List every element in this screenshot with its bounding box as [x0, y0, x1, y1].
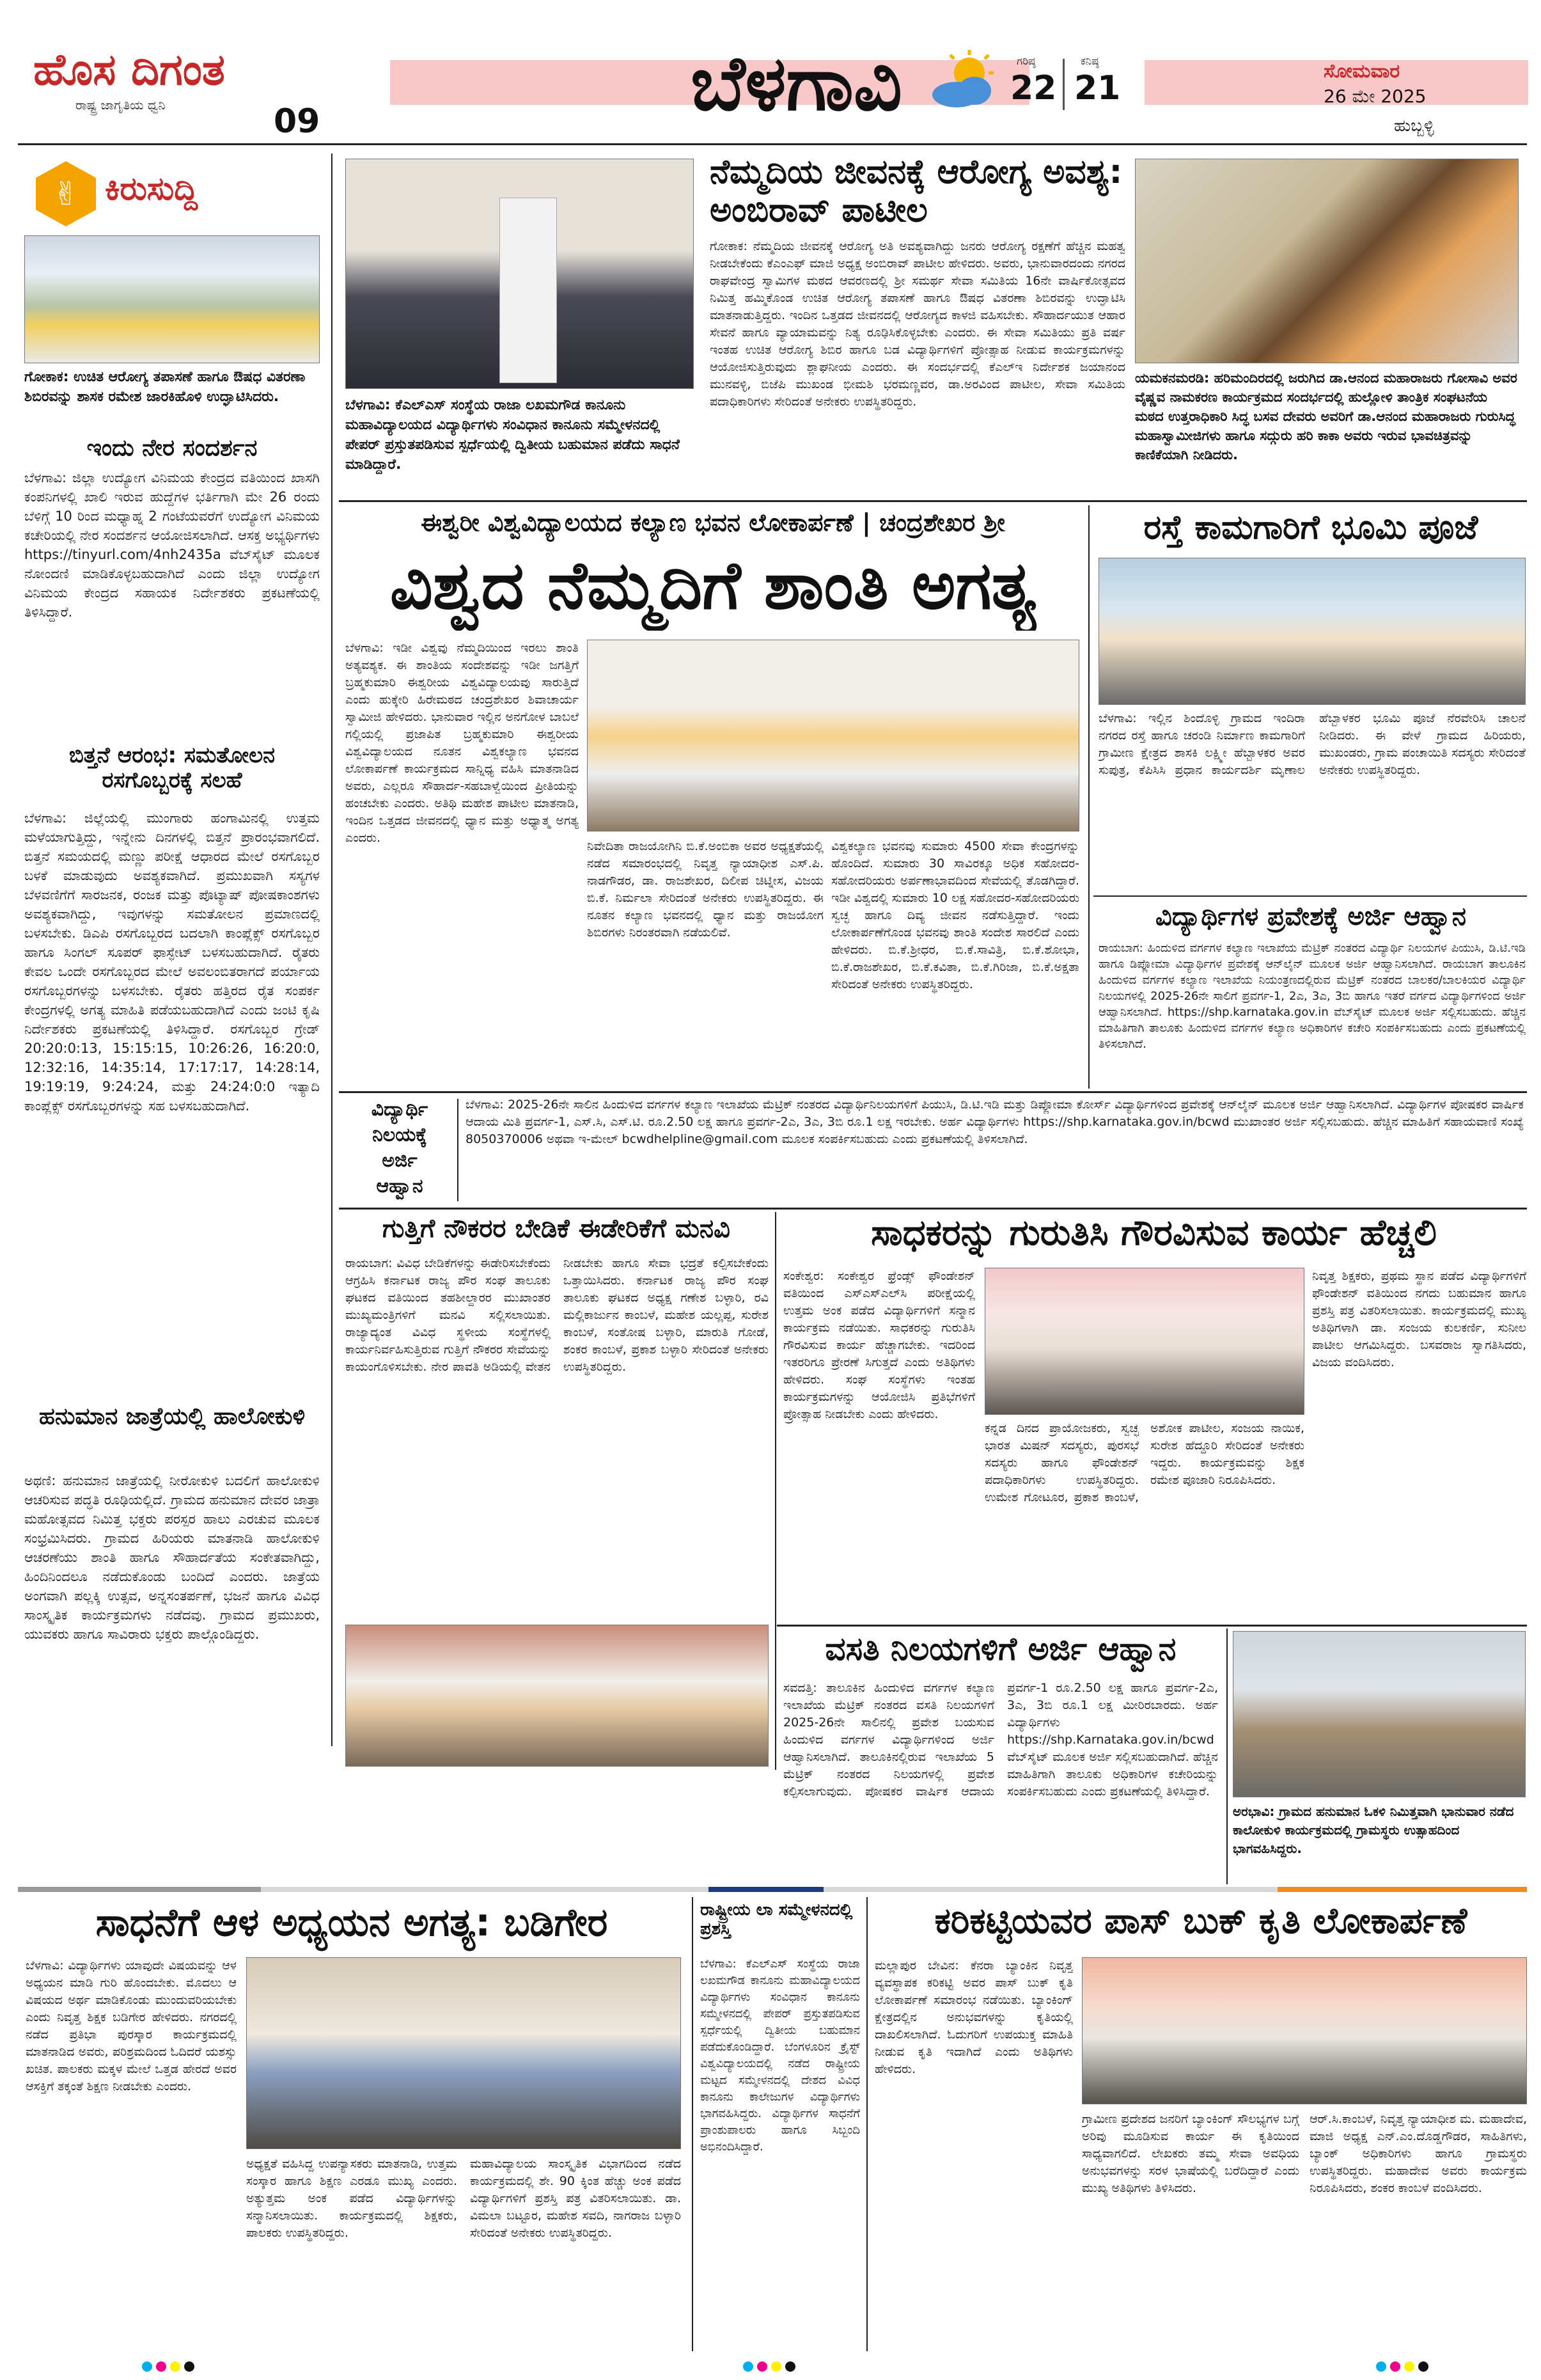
story8-headline: ಗುತ್ತಿಗೆ ನೌಕರರ ಬೇಡಿಕೆ ಈಡೇರಿಕೆಗೆ ಮನವಿ [382, 1214, 730, 1243]
story9-body: ಕನ್ನಡ ದಿನದ ಪ್ರಾಯೋಜಕರು, ಸ್ವಚ್ಛ ಭಾರತ ಮಿಷನ್ ಸದಸ್ಯರು, ಪುರಸಭೆ ಸದಸ್ಯರು ಹಾಗೂ ಫೌಂಡೇಶನ್ ಪದಾಧಿಕಾರಿಗಳು ಉಪಸ್ಥಿತರಿದ್ದರು. ಉಮೇಶ ಗೋಟೂರ, ಪ್ರಕಾಶ ಕಾಂಬಳೆ, ಅಶೋಕ ಪಾಟೀಲ, ಸಂಜಯ ನಾಯಿಕ, ಸುರೇಶ ಹೆದ್ದೂರಿ ಸೇರಿದಂತೆ ಅನೇಕರು ಇದ್ದರು. ಕಾರ್ಯಕ್ರಮವನ್ನು ಶಿಕ್ಷಕ ರಮೇಶ ಪೂಜಾರಿ ನಿರೂಪಿಸಿದರು. [985, 1421, 1304, 1504]
story8-body: ರಾಯಬಾಗ: ವಿವಿಧ ಬೇಡಿಕೆಗಳನ್ನು ಈಡೇರಿಸಬೇಕೆಂದು ಆಗ್ರಹಿಸಿ ಕರ್ನಾಟಕ ರಾಜ್ಯ ಪೌರ ಸಂಘ ತಾಲೂಕು ಘಟಕದ ವತಿಯಿಂದ ತಹಶೀಲ್ದಾರರ ಮುಖಾಂತರ ಮುಖ್ಯಮಂತ್ರಿಗಳಿಗೆ ಮನವಿ ಸಲ್ಲಿಸಲಾಯಿತು. ರಾಜ್ಯಾದ್ಯಂತ ವಿವಿಧ ಸ್ಥಳೀಯ ಸಂಸ್ಥೆಗಳಲ್ಲಿ ಕಾರ್ಯನಿರ್ವಹಿಸುತ್ತಿರುವ ಗುತ್ತಿಗೆ ನೌಕರರ ಸೇವೆಯನ್ನು ಕಾಯಂಗೊಳಿಸಬೇಕು. ನೇರ ಪಾವತಿ ಅಡಿಯಲ್ಲಿ ವೇತನ ನೀಡಬೇಕು ಹಾಗೂ ಸೇವಾ ಭದ್ರತೆ ಕಲ್ಪಿಸಬೇಕೆಂದು ಒತ್ತಾಯಿಸಿದರು. ಕರ್ನಾಟಕ ರಾಜ್ಯ ಪೌರ ಸಂಘ ತಾಲೂಕು ಘಟಕದ ಅಧ್ಯಕ್ಷ ಗಣೇಶ ಬಳ್ಳಾರಿ, ರವಿ ಮಲ್ಲಿಕಾರ್ಜುನ ಕಾಂಬಳೆ, ಮಹೇಶ ಯಲ್ಲಪ್ಪ, ಸುರೇಶ ಕಾಂಬಳೆ, ಸಂತೋಷ ಬಳ್ಳಾರಿ, ಮಾರುತಿ ಗೋಡೆ, ಶಂಕರ ಕಾಂಬಳೆ, ಪ್ರಕಾಶ ಬಳ್ಳಾರಿ ಸೇರಿದಂತೆ ಅನೇಕರು ಉಪಸ್ಥಿತರಿದ್ದರು. [345, 1256, 769, 1374]
color-bar-accent [708, 1887, 824, 1892]
story9-body: ಸಂಕೇಶ್ವರ: ಸಂಕೇಶ್ವರ ಫ್ರೆಂಡ್ಸ್ ಫೌಂಡೇಶನ್ ವತಿಯಿಂದ ಎಸ್ಎಸ್ಎಲ್‌ಸಿ ಪರೀಕ್ಷೆಯಲ್ಲಿ ಉತ್ತಮ ಅಂಕ ಪಡೆದ ವಿದ್ಯಾರ್ಥಿಗಳಿಗೆ ಸನ್ಮಾನ ಕಾರ್ಯಕ್ರಮ ನಡೆಯಿತು. ಸಾಧಕರನ್ನು ಗುರುತಿಸಿ ಗೌರವಿಸುವ ಕಾರ್ಯ ಹೆಚ್ಚಾಗಬೇಕು. ಇದರಿಂದ ಇತರರಿಗೂ ಪ್ರೇರಣೆ ಸಿಗುತ್ತದೆ ಎಂದು ಅತಿಥಿಗಳು ಹೇಳಿದರು. ಸಂಘ ಸಂಸ್ಥೆಗಳು ಇಂತಹ ಕಾರ್ಯಕ್ರಮಗಳನ್ನು ಆಯೋಜಿಸಿ ಪ್ರತಿಭೆಗಳಿಗೆ ಪ್ರೋತ್ಸಾಹ ನೀಡಬೇಕು ಎಂದು ಹೇಳಿದರು. [783, 1269, 975, 1421]
brand-name: ಹೊಸ ದಿಗಂತ [33, 45, 225, 95]
brand-tagline: ರಾಷ್ಟ್ರ ಜಾಗೃತಿಯ ಧ್ವನಿ [75, 97, 166, 113]
story14-headline: ಕರಿಕಟ್ಟಿಯವರ ಪಾಸ್ ಬುಕ್ ಕೃತಿ ಲೋಕಾರ್ಪಣೆ [934, 1901, 1467, 1942]
brief-photo-caption: ಗೋಕಾಕ: ಉಚಿತ ಆರೋಗ್ಯ ತಪಾಸಣೆ ಹಾಗೂ ಔಷಧ ವಿತರಣಾ ಶಿಬಿರವನ್ನು ಶಾಸಕ ರಮೇಶ ಜಾರಕಿಹೊಳಿ ಉದ್ಘಾಟಿಸಿದರು. [24, 369, 306, 405]
brief-item-body: ಬೆಳಗಾವಿ: ಜಿಲ್ಲಾ ಉದ್ಯೋಗ ವಿನಿಮಯ ಕೇಂದ್ರದ ವತಿಯಿಂದ ಖಾಸಗಿ ಕಂಪನಿಗಳಲ್ಲಿ ಖಾಲಿ ಇರುವ ಹುದ್ದೆಗಳ ಭರ್ತಿಗಾಗಿ ಮೇ 26 ರಂದು ಬೆಳಿಗ್ಗೆ 10 ರಿಂದ ಮಧ್ಯಾಹ್ನ 2 ಗಂಟೆಯವರೆಗೆ ಉದ್ಯೋಗ ವಿನಿಮಯ ಕಚೇರಿಯಲ್ಲಿ ನೇರ ಸಂದರ್ಶನ ಆಯೋಜಿಸಲಾಗಿದೆ. ಆಸಕ್ತ ಅಭ್ಯರ್ಥಿಗಳು https://tinyurl.com/4nh2435a ವೆಬ್‌ಸೈಟ್ ಮೂಲಕ ನೋಂದಣಿ ಮಾಡಿಕೊಳ್ಳಬಹುದಾಗಿದೆ ಎಂದು ಜಿಲ್ಲಾ ಉದ್ಯೋಗ ವಿನಿಮಯ ಕೇಂದ್ರದ ಸಹಾಯಕ ನಿರ್ದೇಶಕರು ಪ್ರಕಟಣೆಯಲ್ಲಿ ತಿಳಿಸಿದ್ದಾರೆ. [24, 470, 320, 620]
temp-min-label: ಕನಿಷ್ಠ [1081, 55, 1099, 68]
hand-icon [31, 159, 101, 229]
section-rule [339, 500, 1527, 502]
brief-badge [31, 159, 312, 229]
column-divider [331, 154, 332, 1746]
print-registration-marks [1375, 2360, 1432, 2373]
story14-body: ಗ್ರಾಮೀಣ ಪ್ರದೇಶದ ಜನರಿಗೆ ಬ್ಯಾಂಕಿಂಗ್ ಸೌಲಭ್ಯಗಳ ಬಗ್ಗೆ ಅರಿವು ಮೂಡಿಸುವ ಕಾರ್ಯ ಈ ಕೃತಿಯಿಂದ ಸಾಧ್ಯವಾಗಲಿದೆ. ಲೇಖಕರು ತಮ್ಮ ಸೇವಾ ಅವಧಿಯ ಅನುಭವಗಳನ್ನು ಸರಳ ಭಾಷೆಯಲ್ಲಿ ಬರೆದಿದ್ದಾರೆ ಎಂದು ಮುಖ್ಯ ಅತಿಥಿಗಳು ತಿಳಿಸಿದರು. [1082, 2112, 1299, 2195]
section-rule [1093, 895, 1527, 897]
column-divider [457, 1099, 458, 1201]
temp-divider [1063, 59, 1065, 110]
section-rule [339, 1208, 1527, 1210]
story4-kicker: ಈಶ್ವರೀ ವಿಶ್ವವಿದ್ಯಾಲಯದ ಕಲ್ಯಾಣ ಭವನ ಲೋಕಾರ್ಪಣೆ | ಚಂದ್ರಶೇಖರ ಶ್ರೀ [421, 509, 1005, 537]
story12-body: ಬೆಳಗಾವಿ: ವಿದ್ಯಾರ್ಥಿಗಳು ಯಾವುದೇ ವಿಷಯವನ್ನು ಆಳ ಅಧ್ಯಯನ ಮಾಡಿ ಗುರಿ ಹೊಂದಬೇಕು. ಮೊದಲು ಆ ವಿಷಯದ ಅರ್ಥ ಮಾಡಿಕೊಂಡು ಮುಂದುವರಿಯಬೇಕು ಎಂದು ನಿವೃತ್ತ ಶಿಕ್ಷಕ ಬಡಿಗೇರ ಹೇಳಿದರು. ನಗರದಲ್ಲಿ ನಡೆದ ಪ್ರತಿಭಾ ಪುರಸ್ಕಾರ ಕಾರ್ಯಕ್ರಮದಲ್ಲಿ ಮಾತನಾಡಿದ ಅವರು, ಪರಿಶ್ರಮದಿಂದ ಓದಿದರೆ ಯಶಸ್ಸು ಖಚಿತ. ಪಾಲಕರು ಮಕ್ಕಳ ಮೇಲೆ ಒತ್ತಡ ಹೇರದೆ ಅವರ ಆಸಕ್ತಿಗೆ ತಕ್ಕಂತೆ ಶಿಕ್ಷಣ ನೀಡಬೇಕು ಎಂದರು. [26, 1958, 237, 2093]
story7-label-line: ಆಹ್ವಾನ [376, 1175, 423, 1197]
column-divider [775, 1212, 776, 1770]
story7-label-box [348, 1099, 451, 1201]
story7-label-line: ನಿಲಯಕ್ಕೆ [372, 1124, 427, 1146]
story12-body: ಅಧ್ಯಕ್ಷತೆ ವಹಿಸಿದ್ದ ಉಪನ್ಯಾಸಕರು ಮಾತನಾಡಿ, ಉತ್ತಮ ಸಂಸ್ಕಾರ ಹಾಗೂ ಶಿಕ್ಷಣ ಎರಡೂ ಮುಖ್ಯ ಎಂದರು. ಅತ್ಯುತ್ತಮ ಅಂಕ ಪಡೆದ ವಿದ್ಯಾರ್ಥಿಗಳನ್ನು ಸನ್ಮಾನಿಸಲಾಯಿತು. ಕಾರ್ಯಕ್ರಮದಲ್ಲಿ ಶಿಕ್ಷಕರು, ಪಾಲಕರು ಉಪಸ್ಥಿತರಿದ್ದರು. [246, 2157, 457, 2240]
story12-headline: ಸಾಧನೆಗೆ ಆಳ ಅಧ್ಯಯನ ಅಗತ್ಯ: ಬಡಿಗೇರ [95, 1901, 608, 1945]
story2-body: ಗೋಕಾಕ: ನೆಮ್ಮದಿಯ ಜೀವನಕ್ಕೆ ಆರೋಗ್ಯ ಅತಿ ಅವಶ್ಯವಾಗಿದ್ದು ಜನರು ಆರೋಗ್ಯ ರಕ್ಷಣೆಗೆ ಹೆಚ್ಚಿನ ಮಹತ್ವ ನೀಡಬೇಕೆಂದು ಕೆಎಂಎಫ್ ಮಾಜಿ ಅಧ್ಯಕ್ಷ ಅಂಬಿರಾವ್ ಪಾಟೀಲ ಹೇಳಿದರು. ಅವರು, ಭಾನುವಾರದಂದು ನಗರದ ರಾಘವೇಂದ್ರ ಸ್ವಾಮಿಗಳ ಮಠದ ಆವರಣದಲ್ಲಿ ಶ್ರೀ ಸಮರ್ಥ ಸೇವಾ ಸಮಿತಿಯ 16ನೇ ವಾರ್ಷಿಕೋತ್ಸವದ ನಿಮಿತ್ತ ಹಮ್ಮಿಕೊಂಡ ಉಚಿತ ಆರೋಗ್ಯ ತಪಾಸಣೆ ಹಾಗೂ ಔಷಧ ವಿತರಣಾ ಶಿಬಿರವನ್ನು ಉದ್ಘಾಟಿಸಿ ಮಾತನಾಡುತ್ತಿದ್ದರು. ಇಂದಿನ ಒತ್ತಡದ ಜೀವನದಲ್ಲಿ ಆರೋಗ್ಯದ ಕಾಳಜಿ ವಹಿಸಬೇಕು. ಸೌಹಾರ್ದಯುತ ಆಹಾರ ಸೇವನೆ ಹಾಗೂ ವ್ಯಾಯಾಮವನ್ನು ನಿತ್ಯ ರೂಢಿಸಿಕೊಳ್ಳಬೇಕು ಎಂದರು. ಈ ಸೇವಾ ಸಮಿತಿಯು ಪ್ರತಿ ವರ್ಷ ಇಂತಹ ಉಚಿತ ಆರೋಗ್ಯ ಶಿಬಿರ ಹಾಗೂ ಬಡ ವಿದ್ಯಾರ್ಥಿಗಳಿಗೆ ಪ್ರೋತ್ಸಾಹ ನೀಡುವ ಕಾರ್ಯಕ್ರಮಗಳನ್ನು ಆಯೋಜಿಸುತ್ತಿರುವುದು ಶ್ಲಾಘನೀಯ ಎಂದರು. ಈ ಸಂದರ್ಭದಲ್ಲಿ ಕೆಎಲ್ಇ ನಿರ್ದೇಶಕ ಜಯಾನಂದ ಮುನವಳ್ಳಿ, ಬಿಜೆಪಿ ಮುಖಂಡ ಭೀಮಶಿ ಭರಮಣ್ಣವರ, ಡಾ.ಅರವಿಂದ ಪಾಟೀಲ, ಸೇವಾ ಸಮಿತಿಯ ಪದಾಧಿಕಾರಿಗಳು ಸೇರಿದಂತೆ ಅನೇಕರು ಉಪಸ್ಥಿತರಿದ್ದರು. [710, 239, 1125, 409]
date-label: 26 ಮೇ 2025 [1324, 86, 1427, 107]
print-registration-marks [742, 2360, 799, 2373]
masthead [0, 0, 1541, 150]
story6-body: ರಾಯಬಾಗ: ಹಿಂದುಳಿದ ವರ್ಗಗಳ ಕಲ್ಯಾಣ ಇಲಾಖೆಯ ಮೆಟ್ರಿಕ್ ನಂತರದ ವಿದ್ಯಾರ್ಥಿ ನಿಲಯಗಳ ಪಿಯುಸಿ, ಡಿ.ಟಿ.ಇಡಿ ಹಾಗೂ ಡಿಪ್ಲೋಮಾ ವಿದ್ಯಾರ್ಥಿಗಳ ಪ್ರವೇಶಕ್ಕೆ ಆನ್‌ಲೈನ್ ಮೂಲಕ ಅರ್ಜಿ ಆಹ್ವಾನಿಸಲಾಗಿದೆ. ರಾಯಬಾಗ ತಾಲೂಕಿನ ಹಿಂದುಳಿದ ವರ್ಗಗಳ ಕಲ್ಯಾಣ ಇಲಾಖೆಯ ನಿಯಂತ್ರಣದಲ್ಲಿರುವ ಮೆಟ್ರಿಕ್ ನಂತರದ ಬಾಲಕರ/ಬಾಲಕಿಯರ ವಿದ್ಯಾರ್ಥಿ ನಿಲಯಗಳಲ್ಲಿ 2025-26ನೇ ಸಾಲಿಗೆ ಪ್ರವರ್ಗ-1, 2ಎ, 3ಎ, 3ಬಿ ಹಾಗೂ ಇತರೆ ವರ್ಗದ ವಿದ್ಯಾರ್ಥಿಗಳಿಂದ ಅರ್ಜಿ ಆಹ್ವಾನಿಸಲಾಗಿದೆ. https://shp.karnataka.gov.in ವೆಬ್‌ಸೈಟ್ ಮೂಲಕ ಅರ್ಜಿ ಸಲ್ಲಿಸಬಹುದು. ಹೆಚ್ಚಿನ ಮಾಹಿತಿಗಾಗಿ ತಾಲೂಕು ಹಿಂದುಳಿದ ವರ್ಗಗಳ ಕಲ್ಯಾಣ ಅಧಿಕಾರಿಗಳ ಕಚೇರಿ ಸಂಪರ್ಕಿಸಬಹುದು ಎಂದು ಪ್ರಕಟಣೆಯಲ್ಲಿ ತಿಳಿಸಲಾಗಿದೆ. [1099, 942, 1526, 1051]
column-divider [1088, 505, 1090, 1089]
brief-column [18, 152, 326, 1751]
brief-item-headline: ಬಿತ್ತನೆ ಆರಂಭ: ಸಮತೋಲನ ರಸಗೊಬ್ಬರಕ್ಕೆ ಸಲಹೆ [68, 743, 276, 794]
brief-label: ಕಿರುಸುದ್ದಿ [105, 170, 198, 207]
story11-caption: ಅರಭಾವಿ: ಗ್ರಾಮದ ಹನುಮಾನ ಓಕಳಿ ನಿಮಿತ್ತವಾಗಿ ಭಾನುವಾರ ನಡೆದ ಕಾಲೋಕುಳಿ ಕಾರ್ಯಕ್ರಮದಲ್ಲಿ ಗ್ರಾಮಸ್ಥರು ಉತ್ಸಾಹದಿಂದ ಭಾಗವಹಿಸಿದ್ದರು. [1233, 1804, 1514, 1856]
story-photo [1082, 1957, 1527, 2104]
story4-headline: ವಿಶ್ವದ ನೆಮ್ಮದಿಗೆ ಶಾಂತಿ ಅಗತ್ಯ [389, 548, 1036, 624]
page-number: 09 [274, 102, 320, 138]
story-photo [1233, 1631, 1526, 1797]
column-divider [1226, 1628, 1228, 1884]
story7-body: ಬೆಳಗಾವಿ: 2025-26ನೇ ಸಾಲಿನ ಹಿಂದುಳಿದ ವರ್ಗಗಳ ಕಲ್ಯಾಣ ಇಲಾಖೆಯ ಮೆಟ್ರಿಕ್ ನಂತರದ ವಿದ್ಯಾರ್ಥಿನಿಲಯಗಳಿಗೆ ಪಿಯುಸಿ, ಡಿ.ಟಿ.ಇಡಿ ಮತ್ತು ಡಿಪ್ಲೋಮಾ ಕೋರ್ಸ್ ವಿದ್ಯಾರ್ಥಿಗಳಿಂದ ಪ್ರವೇಶಕ್ಕೆ ಆನ್‌ಲೈನ್ ಮೂಲಕ ಅರ್ಜಿ ಆಹ್ವಾನಿಸಲಾಗಿದೆ. ವಿದ್ಯಾರ್ಥಿಗಳ ಪೋಷಕರ ವಾರ್ಷಿಕ ಆದಾಯ ಮಿತಿ ಪ್ರವರ್ಗ-1, ಎಸ್.ಸಿ, ಎಸ್.ಟಿ. ರೂ.2.50 ಲಕ್ಷ ಹಾಗೂ ಪ್ರವರ್ಗ-2ಎ, 3ಎ, 3ಬಿ ರೂ.1 ಲಕ್ಷ ಇರಬೇಕು. ಅರ್ಹ ವಿದ್ಯಾರ್ಥಿಗಳು https://shp.karnataka.gov.in/bcwd ಮುಖಾಂತರ ಅರ್ಜಿ ಸಲ್ಲಿಸಬಹುದು. ಹೆಚ್ಚಿನ ಮಾಹಿತಿಗೆ ಸಹಾಯವಾಣಿ ಸಂಖ್ಯೆ 8050370006 ಅಥವಾ ಇ-ಮೇಲ್ bcwdhelpline@gmail.com ಮೂಲಕ ಸಂಪರ್ಕಿಸಬಹುದು ಎಂದು ಪ್ರಕಟಣೆಯಲ್ಲಿ ತಿಳಿಸಲಾಗಿದೆ. [465, 1098, 1524, 1146]
story4-body: ನಿವೇದಿತಾ ರಾಜಯೋಗಿನಿ ಬಿ.ಕೆ.ಅಂಬಿಕಾ ಅವರ ಅಧ್ಯಕ್ಷತೆಯಲ್ಲಿ ನಡೆದ ಸಮಾರಂಭದಲ್ಲಿ ನಿವೃತ್ತ ನ್ಯಾಯಾಧೀಶ ಎಸ್.ಪಿ. ನಾಡಗೌಡರ, ಡಾ. ರಾಜಶೇಖರ, ದಿಲೀಪ ಚಿಟ್ನೀಸ, ವಿಜಯ ಬಿ.ಕೆ. ನಿರ್ಮಲಾ ಸೇರಿದಂತೆ ಅನೇಕರು ಉಪಸ್ಥಿತರಿದ್ದರು. ಈ ನೂತನ ಕಲ್ಯಾಣ ಭವನದಲ್ಲಿ ಧ್ಯಾನ ಮತ್ತು ರಾಜಯೋಗ ಶಿಬಿರಗಳು ನಿರಂತರವಾಗಿ ನಡೆಯಲಿವೆ. [587, 839, 824, 940]
masthead-rule [18, 143, 1527, 145]
story10-headline: ವಸತಿ ನಿಲಯಗಳಿಗೆ ಅರ್ಜಿ ಆಹ್ವಾನ [825, 1631, 1177, 1667]
story9-headline: ಸಾಧಕರನ್ನು ಗುರುತಿಸಿ ಗೌರವಿಸುವ ಕಾರ್ಯ ಹೆಚ್ಚಲಿ [871, 1213, 1437, 1254]
story1-caption: ಬೆಳಗಾವಿ: ಕೆಎಲ್‌ಎಸ್ ಸಂಸ್ಥೆಯ ರಾಜಾ ಲಖಮಗೌಡ ಕಾನೂನು ಮಹಾವಿದ್ಯಾಲಯದ ವಿದ್ಯಾರ್ಥಿಗಳು ಸಂವಿಧಾನ ಕಾನೂನು ಸಮ್ಮೇಳನದಲ್ಲಿ ಪೇಪರ್ ಪ್ರಸ್ತುತಪಡಿಸುವ ಸ್ಪರ್ಧೆಯಲ್ಲಿ ದ್ವಿತೀಯ ಬಹುಮಾನ ಪಡೆದು ಸಾಧನೆ ಮಾಡಿದ್ದಾರೆ. [345, 397, 680, 473]
story-photo [1135, 159, 1519, 363]
temp-max: 22 [1010, 69, 1057, 107]
section-rule [339, 1091, 1527, 1093]
story3-caption: ಯಮಕನಮರಡಿ: ಹರಿಮಂದಿರದಲ್ಲಿ ಜರುಗಿದ ಡಾ.ಆನಂದ ಮಹಾರಾಜರು ಗೋಸಾವಿ ಅವರ ವೈಷ್ಣವ ನಾಮಕರಣ ಕಾರ್ಯಕ್ರಮದ ಸಂದರ್ಭದಲ್ಲಿ ಹುಲ್ಲೋಳಿ ತಾಂತ್ರಿಕ ಸಂಘಟನೆಯ ಮಠದ ಉತ್ತರಾಧಿಕಾರಿ ಸಿದ್ಧ ಬಸವ ದೇವರು ಅವರಿಗೆ ಡಾ.ಆನಂದ ಮಹಾರಾಜರು ಗುರುಸಿದ್ಧ ಮಹಾಸ್ವಾಮೀಜಿಗಳು ಹಾಗೂ ಸದ್ಗುರು ಹರಿ ಕಾಕಾ ಅವರು ಇರುವ ಭಾವಚಿತ್ರವನ್ನು ಕಾಣಿಕೆಯಾಗಿ ನೀಡಿದರು. [1135, 370, 1517, 462]
story-photo [246, 1957, 681, 2149]
city-label: ಹುಬ್ಬಳ್ಳಿ [1394, 116, 1434, 136]
story9-body: ನಿವೃತ್ತ ಶಿಕ್ಷಕರು, ಪ್ರಥಮ ಸ್ಥಾನ ಪಡೆದ ವಿದ್ಯಾರ್ಥಿಗಳಿಗೆ ಫೌಂಡೇಶನ್ ವತಿಯಿಂದ ನಗದು ಬಹುಮಾನ ಹಾಗೂ ಪ್ರಶಸ್ತಿ ಪತ್ರ ವಿತರಿಸಲಾಯಿತು. ಕಾರ್ಯಕ್ರಮದಲ್ಲಿ ಮುಖ್ಯ ಅತಿಥಿಗಳಾಗಿ ಡಾ. ಸಂಜಯ ಕುಲಕರ್ಣಿ, ಸುನೀಲ ಪಾಟೀಲ ಆಗಮಿಸಿದ್ದರು. ಬಸವರಾಜ ಸ್ವಾಗತಿಸಿದರು, ವಿಜಯ ವಂದಿಸಿದರು. [1312, 1269, 1526, 1369]
story7-label-line: ಅರ್ಜಿ [382, 1149, 418, 1172]
brief-item-body: ಬೆಳಗಾವಿ: ಜಿಲ್ಲೆಯಲ್ಲಿ ಮುಂಗಾರು ಹಂಗಾಮಿನಲ್ಲಿ ಉತ್ತಮ ಮಳೆಯಾಗುತ್ತಿದ್ದು, ಇನ್ನೇನು ದಿನಗಳಲ್ಲಿ ಬಿತ್ತನೆ ಪ್ರಾರಂಭವಾಗಲಿದೆ. ಬಿತ್ತನೆ ಸಮಯದಲ್ಲಿ ಮಣ್ಣು ಪರೀಕ್ಷೆ ಆಧಾರದ ಮೇಲೆ ರಸಗೊಬ್ಬರ ಬಳಕೆ ಮಾಡುವುದು ಅವಶ್ಯಕವಾಗಿದೆ. ಪ್ರಮುಖವಾಗಿ ಸಸ್ಯಗಳ ಬೆಳವಣಿಗೆಗೆ ಸಾರಜನಕ, ರಂಜಕ ಮತ್ತು ಪೊಟ್ಯಾಷ್ ಪೋಷಕಾಂಶಗಳು ಅವಶ್ಯಕವಾಗಿದ್ದು, ಇವುಗಳನ್ನು ಸಮತೋಲನ ಪ್ರಮಾಣದಲ್ಲಿ ಬಳಸಬೇಕು. ಡಿಎಪಿ ರಸಗೊಬ್ಬರದ ಬದಲಾಗಿ ಕಾಂಪ್ಲೆಕ್ಸ್ ರಸಗೊಬ್ಬರ ಹಾಗೂ ಸಿಂಗಲ್ ಸೂಪರ್ ಫಾಸ್ಫೇಟ್ ಬಳಸಬಹುದಾಗಿದೆ. ರೈತರು ಕೇವಲ ಒಂದೇ ರಸಗೊಬ್ಬರದ ಮೇಲೆ ಅವಲಂಬಿತರಾಗದೆ ಪರ್ಯಾಯ ರಸಗೊಬ್ಬರಗಳನ್ನು ಬಳಸಬೇಕು. ರೈತರು ಹತ್ತಿರದ ರೈತ ಸಂಪರ್ಕ ಕೇಂದ್ರಗಳಲ್ಲಿ ಅಗತ್ಯ ಮಾಹಿತಿ ಪಡೆಯಬಹುದಾಗಿದೆ ಎಂದು ಜಂಟಿ ಕೃಷಿ ನಿರ್ದೇಶಕರು ಪ್ರಕಟಣೆಯಲ್ಲಿ ತಿಳಿಸಿದ್ದಾರೆ. ರಸಗೊಬ್ಬರ ಗ್ರೇಡ್ 20:20:0:13, 15:15:15, 10:26:26, 16:20:0, 12:32:16, 14:35:14, 17:17:17, 14:28:14, 19:19:19, 9:24:24, ಮತ್ತು 24:24:0:0 ಇತ್ಯಾದಿ ಕಾಂಪ್ಲೆಕ್ಸ್ ರಸಗೊಬ್ಬರಗಳನ್ನು ಸಹ ಬಳಸಬಹುದಾಗಿದೆ. [24, 810, 320, 1114]
color-bar-accent [1278, 1887, 1527, 1892]
section-rule [777, 1625, 1527, 1627]
story6-headline: ವಿದ್ಯಾರ್ಥಿಗಳ ಪ್ರವೇಶಕ್ಕೆ ಅರ್ಜಿ ಆಹ್ವಾನ [1155, 902, 1467, 931]
brief-item-body: ಅಥಣಿ: ಹನುಮಾನ ಜಾತ್ರೆಯಲ್ಲಿ ನೀರೋಕುಳಿ ಬದಲಿಗೆ ಹಾಲೋಕುಳಿ ಆಚರಿಸುವ ಪದ್ಧತಿ ರೂಢಿಯಲ್ಲಿದೆ. ಗ್ರಾಮದ ಹನುಮಾನ ದೇವರ ಜಾತ್ರಾ ಮಹೋತ್ಸವದ ನಿಮಿತ್ತ ಭಕ್ತರು ಪರಸ್ಪರ ಹಾಲು ಎರಚುವ ಮೂಲಕ ಸಂಭ್ರಮಿಸಿದರು. ಗ್ರಾಮದ ಹಿರಿಯರು ಮಾತನಾಡಿ ಹಾಲೋಕುಳಿ ಆಚರಣೆಯು ಶಾಂತಿ ಹಾಗೂ ಸೌಹಾರ್ದತೆಯ ಸಂಕೇತವಾಗಿದ್ದು, ಹಿಂದಿನಿಂದಲೂ ನಡೆದುಕೊಂಡು ಬಂದಿದೆ ಎಂದರು. ಜಾತ್ರೆಯ ಅಂಗವಾಗಿ ಪಲ್ಲಕ್ಕಿ ಉತ್ಸವ, ಅನ್ನಸಂತರ್ಪಣೆ, ಭಜನೆ ಹಾಗೂ ವಿವಿಧ ಸಾಂಸ್ಕೃತಿಕ ಕಾರ್ಯಕ್ರಮಗಳು ನಡೆದವು. ಗ್ರಾಮದ ಪ್ರಮುಖರು, ಯುವಕರು ಹಾಗೂ ಸಾವಿರಾರು ಭಕ್ತರು ಪಾಲ್ಗೊಂಡಿದ್ದರು. [24, 1473, 320, 1642]
statue-plinth [499, 198, 557, 383]
day-label: ಸೋಮವಾರ [1324, 60, 1400, 83]
svg-text:✌: ✌ [52, 175, 79, 212]
temp-min: 21 [1074, 69, 1121, 107]
brand-logo [18, 43, 376, 138]
story-photo [587, 640, 1079, 831]
print-registration-marks [141, 2360, 198, 2373]
story4-body: ಬೆಳಗಾವಿ: ಇಡೀ ವಿಶ್ವವು ನೆಮ್ಮದಿಯಿಂದ ಇರಲು ಶಾಂತಿ ಅತ್ಯವಶ್ಯಕ. ಈ ಶಾಂತಿಯ ಸಂದೇಶವನ್ನು ಇಡೀ ಜಗತ್ತಿಗೆ ಬ್ರಹ್ಮಕುಮಾರಿ ಈಶ್ವರೀಯ ವಿಶ್ವವಿದ್ಯಾಲಯವು ಸಾರುತ್ತಿದೆ ಎಂದು ಹುಕ್ಕೇರಿ ಹಿರೇಮಠದ ಚಂದ್ರಶೇಖರ ಶಿವಾಚಾರ್ಯ ಸ್ವಾಮೀಜಿ ಹೇಳಿದರು. ಭಾನುವಾರ ಇಲ್ಲಿನ ಅನಗೋಳ ಬಾಬಲೆ ಗಲ್ಲಿಯಲ್ಲಿ ಪ್ರಜಾಪಿತ ಬ್ರಹ್ಮಕುಮಾರಿ ಈಶ್ವರೀಯ ವಿಶ್ವವಿದ್ಯಾಲಯದ ನೂತನ ವಿಶ್ವಕಲ್ಯಾಣ ಭವನದ ಲೋಕಾರ್ಪಣೆ ಕಾರ್ಯಕ್ರಮದ ಸಾನ್ನಿಧ್ಯ ವಹಿಸಿ ಮಾತನಾಡಿದ ಅವರು, ಎಲ್ಲರೂ ಸೌಹಾರ್ದ-ಸಹಬಾಳ್ವೆಯಿಂದ ಪ್ರೀತಿಯನ್ನು ಹಂಚಬೇಕು ಎಂದರು. ಅತಿಥಿ ಮಹೇಶ ಪಾಟೀಲ ಮಾತನಾಡಿ, ಇಂದಿನ ಒತ್ತಡದ ಜೀವನದಲ್ಲಿ ಧ್ಯಾನ ಮತ್ತು ಅಧ್ಯಾತ್ಮ ಅಗತ್ಯ ಎಂದರು. [345, 641, 579, 845]
story12-body: ಮಹಾವಿದ್ಯಾಲಯ ಸಾಂಸ್ಕೃತಿಕ ವಿಭಾಗದಿಂದ ನಡೆದ ಕಾರ್ಯಕ್ರಮದಲ್ಲಿ ಶೇ. 90 ಕ್ಕಿಂತ ಹೆಚ್ಚು ಅಂಕ ಪಡೆದ ವಿದ್ಯಾರ್ಥಿಗಳಿಗೆ ಪ್ರಶಸ್ತಿ ಪತ್ರ ವಿತರಿಸಲಾಯಿತು. ಡಾ. ವಿಮಲಾ ಬಟ್ಟೂರ, ಮಹೇಶ ಸವದಿ, ನಾಗರಾಜ ಬಳ್ಳಾರಿ ಸೇರಿದಂತೆ ಅನೇಕರು ಉಪಸ್ಥಿತರಿದ್ದರು. [470, 2157, 681, 2240]
brief-photo [24, 235, 320, 363]
story13-body: ಬೆಳಗಾವಿ: ಕೆಎಲ್‌ಎಸ್ ಸಂಸ್ಥೆಯ ರಾಜಾ ಲಖಮಗೌಡ ಕಾನೂನು ಮಹಾವಿದ್ಯಾಲಯದ ವಿದ್ಯಾರ್ಥಿಗಳು ಸಂವಿಧಾನ ಕಾನೂನು ಸಮ್ಮೇಳನದಲ್ಲಿ ಪೇಪರ್ ಪ್ರಸ್ತುತಪಡಿಸುವ ಸ್ಪರ್ಧೆಯಲ್ಲಿ ದ್ವಿತೀಯ ಬಹುಮಾನ ಪಡೆದುಕೊಂಡಿದ್ದಾರೆ. ಬೆಂಗಳೂರಿನ ಕ್ರೈಸ್ಟ್ ವಿಶ್ವವಿದ್ಯಾಲಯದಲ್ಲಿ ನಡೆದ ರಾಷ್ಟ್ರೀಯ ಮಟ್ಟದ ಸಮ್ಮೇಳನದಲ್ಲಿ ದೇಶದ ವಿವಿಧ ಕಾನೂನು ಕಾಲೇಜುಗಳ ವಿದ್ಯಾರ್ಥಿಗಳು ಭಾಗವಹಿಸಿದ್ದರು. ವಿದ್ಯಾರ್ಥಿಗಳ ಸಾಧನೆಗೆ ಪ್ರಾಂಶುಪಾಲರು ಹಾಗೂ ಸಿಬ್ಬಂದಿ ಅಭಿನಂದಿಸಿದ್ದಾರೆ. [700, 1957, 860, 2154]
story13-headline: ರಾಷ್ಟ್ರೀಯ ಲಾ ಸಮ್ಮೇಳನದಲ್ಲಿ ಪ್ರಶಸ್ತಿ [700, 1901, 853, 1939]
story5-body: ಬೆಳಗಾವಿ: ಇಲ್ಲಿನ ಶಿಂದೊಳ್ಳಿ ಗ್ರಾಮದ ಇಂದಿರಾ ನಗರದ ರಸ್ತೆ ಹಾಗೂ ಚರಂಡಿ ನಿರ್ಮಾಣ ಕಾಮಗಾರಿಗೆ ಗ್ರಾಮೀಣ ಕ್ಷೇತ್ರದ ಶಾಸಕಿ ಲಕ್ಷ್ಮೀ ಹೆಬ್ಬಾಳಕರ ಅವರ ಸುಪುತ್ರ, ಕೆಪಿಸಿಸಿ ಪ್ರಧಾನ ಕಾರ್ಯದರ್ಶಿ ಮೃಣಾಲ ಹೆಬ್ಬಾಳಕರ ಭೂಮಿ ಪೂಜೆ ನೆರವೇರಿಸಿ ಚಾಲನೆ ನೀಡಿದರು. ಈ ವೇಳೆ ಗ್ರಾಮದ ಹಿರಿಯರು, ಮುಖಂಡರು, ಗ್ರಾಮ ಪಂಚಾಯಿತಿ ಸದಸ್ಯರು ಸೇರಿದಂತೆ ಅನೇಕರು ಉಪಸ್ಥಿತರಿದ್ದರು. [1099, 711, 1526, 777]
story14-body: ಆರ್.ಸಿ.ಕಾಂಬಳೆ, ನಿವೃತ್ತ ನ್ಯಾಯಾಧೀಶ ಮ. ಮಹಾದೇವ, ಮಾಜಿ ಅಧ್ಯಕ್ಷ ಎನ್.ಎಂ.ದೊಡ್ಡಗೌಡರ, ಸಾಹಿತಿಗಳು, ಬ್ಯಾಂಕ್ ಅಧಿಕಾರಿಗಳು ಹಾಗೂ ಗ್ರಾಮಸ್ಥರು ಉಪಸ್ಥಿತರಿದ್ದರು. ಮಹಾದೇವ ಅವರು ಕಾರ್ಯಕ್ರಮ ನಿರೂಪಿಸಿದರು, ಶಂಕರ ಕಾಂಬಳೆ ವಂದಿಸಿದರು. [1310, 2112, 1527, 2195]
story7-label-line: ವಿದ್ಯಾರ್ಥಿ [371, 1099, 428, 1121]
brief-item-headline: ಇಂದು ನೇರ ಸಂದರ್ಶನ [86, 435, 258, 461]
story4-body: ವಿಶ್ವಕಲ್ಯಾಣ ಭವನವು ಸುಮಾರು 4500 ಸೇವಾ ಕೇಂದ್ರಗಳನ್ನು ಹೊಂದಿದೆ. ಸುಮಾರು 30 ಸಾವಿರಕ್ಕೂ ಅಧಿಕ ಸಹೋದರ-ಸಹೋದರಿಯರು ಅರ್ಪಣಾಭಾವದಿಂದ ಸೇವೆಯಲ್ಲಿ ತೊಡಗಿದ್ದಾರೆ. ಇಡೀ ವಿಶ್ವದಲ್ಲಿ ಸುಮಾರು 10 ಲಕ್ಷ ಸಹೋದರ-ಸಹೋದರಿಯರು ಸ್ವಚ್ಛ ಹಾಗೂ ದಿವ್ಯ ಜೀವನ ನಡೆಸುತ್ತಿದ್ದಾರೆ. ಇಂದು ಲೋಕಾರ್ಪಣೆಗೊಂಡ ಭವನವು ಶಾಂತಿ ಸಂದೇಶ ಸಾರಲಿದೆ ಎಂದು ಹೇಳಿದರು. ಬಿ.ಕೆ.ಶ್ರೀಧರ, ಬಿ.ಕೆ.ಸಾವಿತ್ರಿ, ಬಿ.ಕೆ.ಶೋಭಾ, ಬಿ.ಕೆ.ರಾಜಶೇಖರ, ಬಿ.ಕೆ.ಕವಿತಾ, ಬಿ.ಕೆ.ಗಿರಿಜಾ, ಬಿ.ಕೆ.ಅಕ್ಷತಾ ಸೇರಿದಂತೆ ಅನೇಕರು ಉಪಸ್ಥಿತರಿದ್ದರು. [831, 839, 1079, 991]
story-photo [1099, 558, 1526, 705]
story2-headline: ನೆಮ್ಮದಿಯ ಜೀವನಕ್ಕೆ ಆರೋಗ್ಯ ಅವಶ್ಯ: ಅಂಬಿರಾವ್ ಪಾಟೀಲ [710, 154, 1123, 230]
column-divider [692, 1897, 693, 2351]
color-bar-accent [18, 1887, 261, 1892]
weather-icon [927, 46, 1004, 116]
brief-item-headline: ಹನುಮಾನ ಜಾತ್ರೆಯಲ್ಲಿ ಹಾಲೋಕುಳಿ [38, 1403, 306, 1430]
column-divider [866, 1897, 868, 2351]
temp-max-label: ಗರಿಷ್ಠ [1017, 55, 1036, 68]
story-photo [345, 1625, 769, 1767]
story-photo [985, 1268, 1304, 1415]
story14-body: ಮಲ್ಲಾಪುರ ಬೇವಿನ: ಕೆನರಾ ಬ್ಯಾಂಕಿನ ನಿವೃತ್ತ ವ್ಯವಸ್ಥಾಪಕ ಕರಿಕಟ್ಟಿ ಅವರ ಪಾಸ್ ಬುಕ್ ಕೃತಿ ಲೋಕಾರ್ಪಣೆ ಸಮಾರಂಭ ನಡೆಯಿತು. ಬ್ಯಾಂಕಿಂಗ್ ಕ್ಷೇತ್ರದಲ್ಲಿನ ಅನುಭವಗಳನ್ನು ಕೃತಿಯಲ್ಲಿ ದಾಖಲಿಸಲಾಗಿದೆ. ಓದುಗರಿಗೆ ಉಪಯುಕ್ತ ಮಾಹಿತಿ ನೀಡುವ ಕೃತಿ ಇದಾಗಿದೆ ಎಂದು ಅತಿಥಿಗಳು ಹೇಳಿದರು. [875, 1958, 1073, 2076]
edition-name: ಬೆಳಗಾವಿ [691, 39, 902, 127]
story5-headline: ರಸ್ತೆ ಕಾಮಗಾರಿಗೆ ಭೂಮಿ ಪೂಜೆ [1143, 509, 1478, 547]
story-photo [345, 159, 694, 389]
story10-body: ಸವದತ್ತಿ: ತಾಲೂಕಿನ ಹಿಂದುಳಿದ ವರ್ಗಗಳ ಕಲ್ಯಾಣ ಇಲಾಖೆಯ ಮೆಟ್ರಿಕ್ ನಂತರದ ವಸತಿ ನಿಲಯಗಳಿಗೆ 2025-26ನೇ ಸಾಲಿನಲ್ಲಿ ಪ್ರವೇಶ ಬಯಸುವ ಹಿಂದುಳಿದ ವರ್ಗಗಳ ವಿದ್ಯಾರ್ಥಿಗಳಿಂದ ಅರ್ಜಿ ಆಹ್ವಾನಿಸಲಾಗಿದೆ. ತಾಲೂಕಿನಲ್ಲಿರುವ ಇಲಾಖೆಯ 5 ಮೆಟ್ರಿಕ್ ನಂತರದ ನಿಲಯಗಳಲ್ಲಿ ಪ್ರವೇಶ ಕಲ್ಪಿಸಲಾಗುವುದು. ಪೋಷಕರ ವಾರ್ಷಿಕ ಆದಾಯ ಪ್ರವರ್ಗ-1 ರೂ.2.50 ಲಕ್ಷ ಹಾಗೂ ಪ್ರವರ್ಗ-2ಎ, 3ಎ, 3ಬಿ ರೂ.1 ಲಕ್ಷ ಮೀರಿರಬಾರದು. ಅರ್ಹ ವಿದ್ಯಾರ್ಥಿಗಳು https://shp.Karnataka.gov.in/bcwd ವೆಬ್‌ಸೈಟ್ ಮೂಲಕ ಅರ್ಜಿ ಸಲ್ಲಿಸಬಹುದಾಗಿದೆ. ಹೆಚ್ಚಿನ ಮಾಹಿತಿಗಾಗಿ ತಾಲೂಕು ಅಧಿಕಾರಿಗಳ ಕಚೇರಿಯನ್ನು ಸಂಪರ್ಕಿಸಬಹುದು ಎಂದು ಪ್ರಕಟಣೆಯಲ್ಲಿ ತಿಳಿಸಿದ್ದಾರೆ. [783, 1681, 1218, 1799]
